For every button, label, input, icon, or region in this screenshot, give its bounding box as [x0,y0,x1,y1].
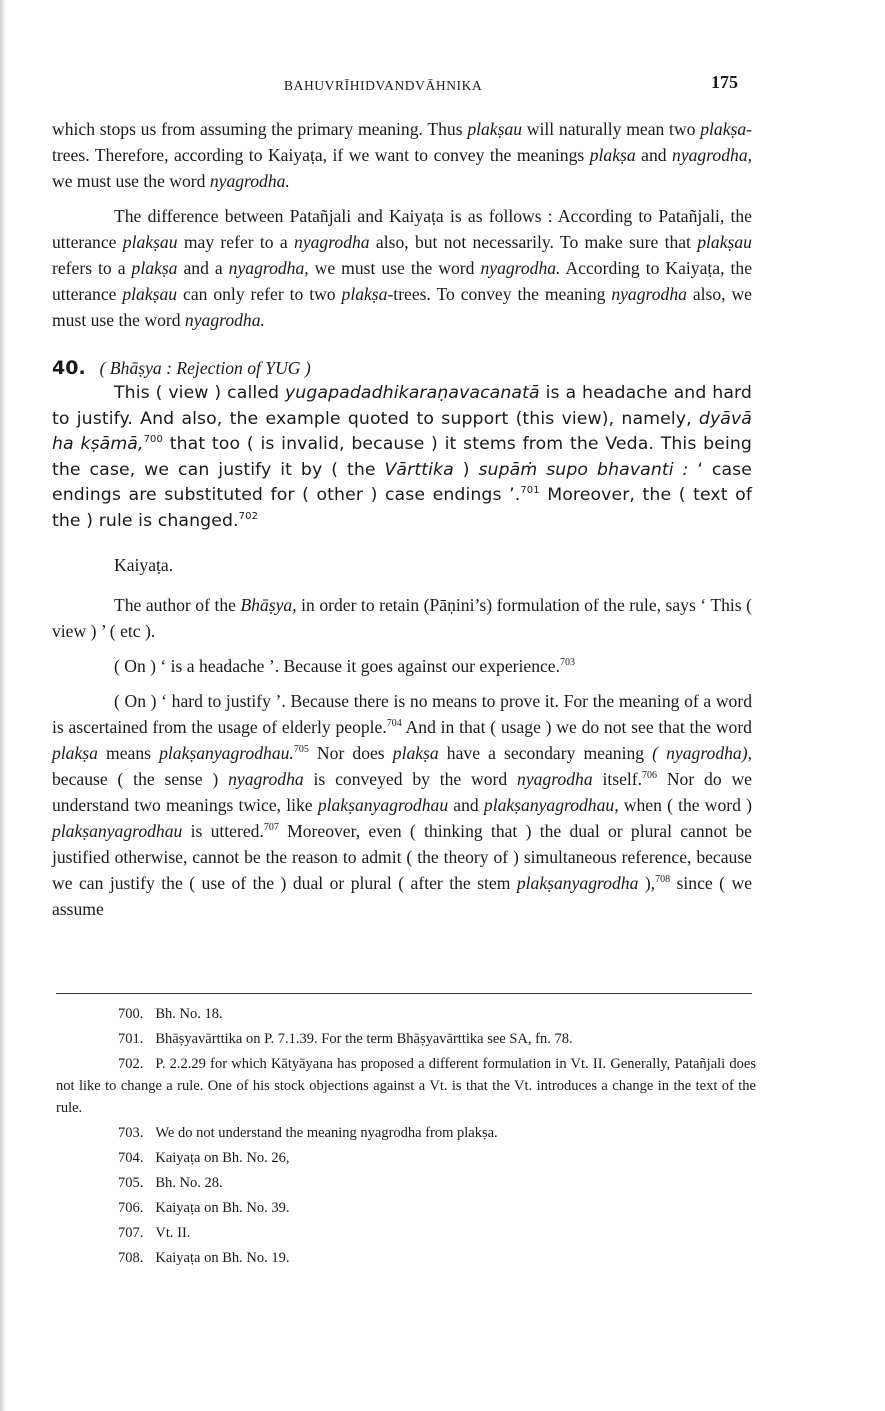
body-text [52,116,752,922]
footnotes [56,1003,756,1272]
footnote-707: 707. Vt. II. [118,1225,191,1241]
running-head: BAHUVRĪHIDVANDVĀHNIKA [284,78,483,93]
paragraph-5: ( On ) ‘ hard to justify ’. Because there is no means to prove it. For the meaning of a word is ascertained from the usage of elderly people.$^{704}$ And in that ( usage ) we do not see that the word plakṣa means plakṣanyagrodhau.$^{705}$ Nor does plakṣa have a secondary meaning ( nyagrodha), because ( the sense ) nyagrodha is conveyed by the word nyagrodha itself.$^{706}$ Nor do we understand two meanings twice, like plakṣanyagrodhau and plakṣanyagrodhau, when ( the word ) plakṣanyagrodhau is uttered.$^{707}$ Moreover, even ( thinking that ) the dual or plural cannot be justified otherwise, cannot be the reason to admit ( the theory of ) simultaneous reference, because we can justify the ( use of the ) dual or plural ( after the stem plakṣanyagrodha ),$^{708}$ since ( we assume [52,691,752,919]
footnote-703: 703. We do not understand the meaning nyagrodha from plakṣa. [118,1125,498,1141]
kaiyata-heading: Kaiyaṭa. [114,555,174,575]
footnote-701: 701. Bhāṣyavārttika on P. 7.1.39. For the term Bhāṣyavārttika see SA, fn. 78. [118,1031,573,1047]
section-title: ( Bhāṣya : Rejection of YUG ) [99,358,311,378]
footnote-700: 700. Bh. No. 18. [118,1006,223,1022]
paragraph-2: The difference between Patañjali and Kaiyaṭa is as follows : According to Patañjali, the utterance plakṣau may refer to a nyagrodha also, but not necessarily. To make sure that plakṣau refers to a plakṣa and a nyagrodha, we must use the word nyagrodha. According to Kaiyaṭa, the utterance plakṣau can only refer to two plakṣa-trees. To convey the meaning nyagrodha also, we must use the word nyagrodha. [52,206,752,330]
section-heading [52,355,752,381]
footnote-702: 702. P. 2.2.29 for which Kātyāyana has proposed a different formulation in Vt. II. Generally, Patañjali does not like to change a rule. One of his stock objections against a Vt. is that the Vt. introduces a change in the text of the rule. [56,1056,756,1116]
bhasya-paragraph: This ( view ) called yugapadadhikaraṇavacanatā is a headache and hard to justify. And also, the example quoted to support (this view), namely, dyāvā ha kṣāmā,$^{700}$ that too ( is invalid, because ) it stems from the Veda. This being the case, we can justify it by ( the Vārttika ) supāṁ supo bhavanti : ‘ case endings are substituted for ( other ) case endings ’.$^{701}$ Moreover, the ( text of the ) rule is changed.$^{702}$ [52,383,753,531]
page-header [52,72,752,98]
footnote-704: 704. Kaiyaṭa on Bh. No. 26, [118,1150,290,1166]
footnote-708: 708. Kaiyaṭa on Bh. No. 19. [118,1250,290,1266]
footnote-rule [56,993,752,994]
footnote-706: 706. Kaiyaṭa on Bh. No. 39. [118,1200,290,1216]
footnote-705: 705. Bh. No. 28. [118,1175,223,1191]
paragraph-3: The author of the Bhāṣya, in order to retain (Pāṇini’s) formulation of the rule, says ‘ This ( view ) ’ ( etc ). [52,595,752,641]
paragraph-4: ( On ) ‘ is a headache ’. Because it goes against our experience.$^{703}$ [114,656,576,676]
scan-edge [0,0,6,1411]
page-number: 175 [711,72,738,92]
paragraph-1: which stops us from assuming the primary meaning. Thus plakṣau will naturally mean two plakṣa-trees. Therefore, according to Kaiyaṭa, if we want to convey the meanings plakṣa and nyagrodha, we must use the word nyagrodha. [52,119,753,191]
section-number: 40. [52,357,86,379]
